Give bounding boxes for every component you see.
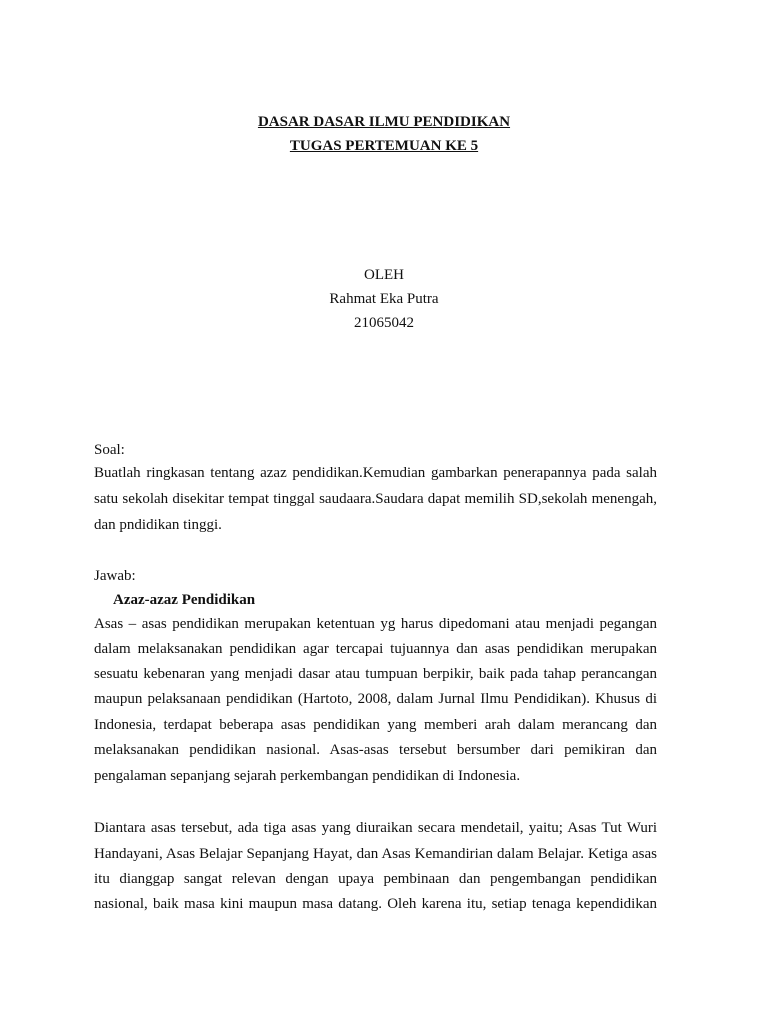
author-id: 21065042: [354, 315, 414, 331]
paragraph-line: melaksanakan pendidikan nasional. Asas-asas tersebut bersumber dari pemikiran dan: [94, 742, 657, 758]
paragraph-line: nasional, baik masa kini maupun masa datang. Oleh karena itu, setiap tenaga kependidikan: [94, 896, 657, 912]
soal-line: satu sekolah disekitar tempat tinggal saudaara.Saudara dapat memilih SD,sekolah menengah,: [94, 491, 657, 507]
paragraph-line: Handayani, Asas Belajar Sepanjang Hayat, dan Asas Kemandirian dalam Belajar. Ketiga asas: [94, 846, 657, 862]
paragraph-line: Diantara asas tersebut, ada tiga asas yang diuraikan secara mendetail, yaitu; Asas Tut Wuri: [94, 820, 657, 836]
section-heading: Azaz-azaz Pendidikan: [113, 592, 256, 608]
soal-label: Soal:: [94, 442, 125, 458]
document-title: DASAR DASAR ILMU PENDIDIKAN: [257, 114, 511, 130]
author-name: Rahmat Eka Putra: [329, 291, 439, 307]
soal-line: dan pndidikan tinggi.: [94, 517, 222, 533]
author-label: OLEH: [364, 267, 404, 283]
paragraph-line: maupun pelaksanaan pendidikan (Hartoto, 2008, dalam Jurnal Ilmu Pendidikan). Khusus di: [94, 691, 657, 707]
soal-line: Buatlah ringkasan tentang azaz pendidikan.Kemudian gambarkan penerapannya pada salah: [94, 465, 657, 481]
document-subtitle: TUGAS PERTEMUAN KE 5: [289, 138, 479, 154]
paragraph-line: itu dianggap sangat relevan dengan upaya pembinaan dan pengembangan pendidikan: [94, 871, 657, 887]
paragraph-line: Asas – asas pendidikan merupakan ketentuan yg harus dipedomani atau menjadi pegangan: [94, 616, 657, 632]
paragraph-line: sesuatu kebenaran yang menjadi dasar atau tumpuan berpikir, baik pada tahap perancangan: [94, 666, 657, 682]
paragraph-line: pengalaman sepanjang sejarah perkembangan pendidikan di Indonesia.: [94, 768, 521, 784]
jawab-label: Jawab:: [94, 568, 136, 584]
paragraph-line: Indonesia, terdapat beberapa asas pendidikan yang memberi arah dalam merancang dan: [94, 717, 657, 733]
paragraph-line: dalam melaksanakan pendidikan agar tercapai tujuannya dan asas pendidikan merupakan: [94, 641, 657, 657]
